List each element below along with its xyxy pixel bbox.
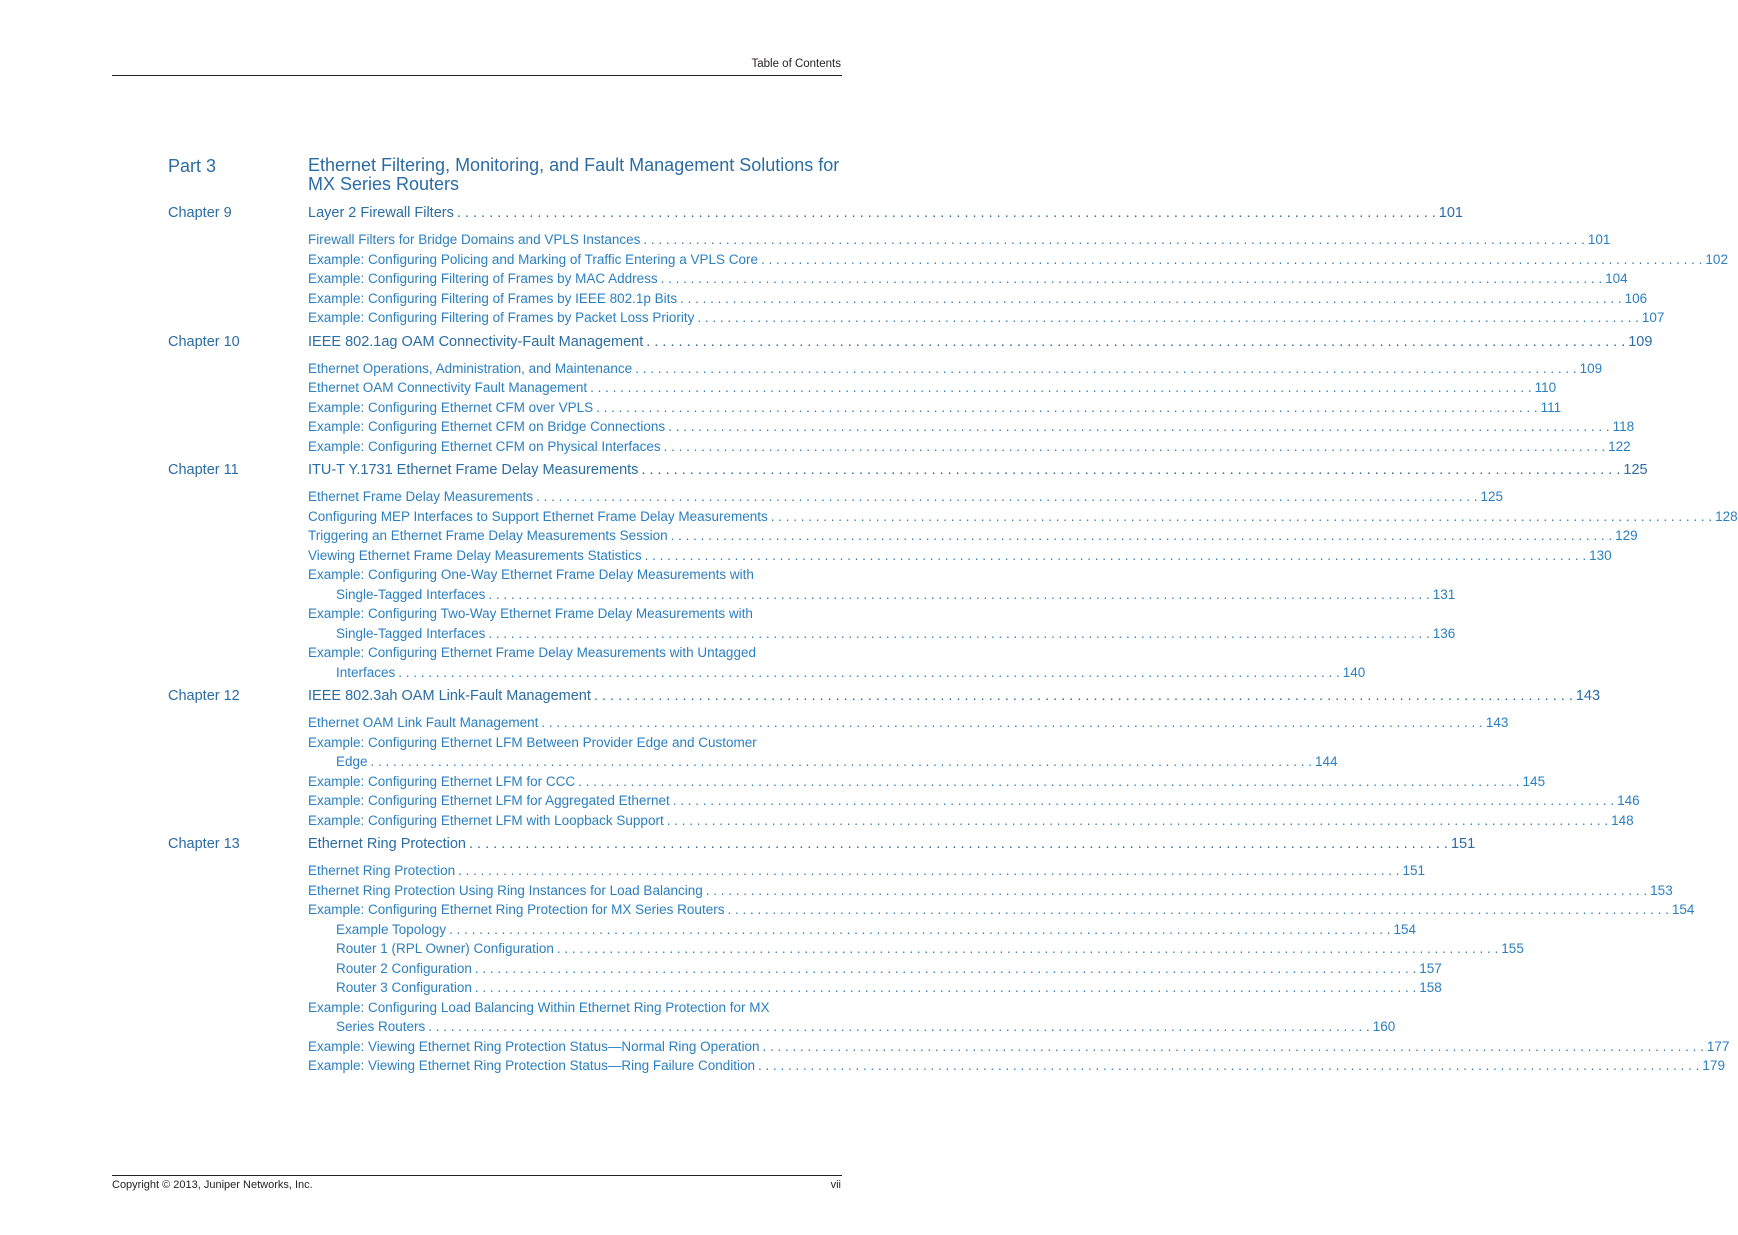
chapter-page: 143	[1575, 688, 1601, 704]
dot-leader	[677, 289, 1624, 309]
dot-leader	[593, 398, 1540, 418]
chapter-title-link[interactable]	[308, 462, 1648, 478]
chapter-title: Ethernet Ring Protection	[308, 836, 466, 852]
chapter-heading[interactable]	[168, 687, 1601, 713]
toc-entry[interactable]	[308, 487, 1504, 507]
toc-entry-page: 104	[1605, 271, 1628, 286]
dot-leader	[575, 772, 1522, 792]
toc-entry-line	[308, 359, 1603, 379]
toc-entry-text: Example: Configuring Filtering of Frames by IEEE 802.1p Bits	[308, 290, 678, 306]
toc-entry[interactable]	[308, 507, 1738, 527]
toc-entry-page: 110	[1534, 380, 1557, 395]
chapter-title-link[interactable]	[308, 205, 1463, 221]
dot-leader	[665, 417, 1612, 437]
chapter-entries	[308, 487, 1738, 682]
toc-entry-line	[308, 526, 1638, 546]
toc-entry-page: 118	[1612, 419, 1635, 434]
toc-entry-text: Example: Configuring Ethernet LFM for CCC	[308, 773, 576, 789]
dot-leader	[533, 487, 1480, 507]
toc-entry-page: 111	[1540, 399, 1562, 415]
toc-entry[interactable]	[308, 289, 1648, 309]
toc-entry-text: Example Topology	[336, 921, 447, 937]
toc-entry-text: Example: Configuring Ethernet Frame Delay Measurements with Untagged	[308, 645, 756, 660]
footer-page-number: vii	[830, 1179, 841, 1191]
header-rule	[112, 75, 842, 76]
toc-entry-line	[308, 959, 1442, 979]
toc-entry-line	[308, 507, 1738, 527]
chapter-entries	[308, 713, 1640, 830]
toc-entry-text: Viewing Ethernet Frame Delay Measurements Statistics	[308, 547, 642, 563]
toc-entry-text: Configuring MEP Interfaces to Support Ethernet Frame Delay Measurements	[308, 508, 768, 524]
toc-entry-line	[308, 811, 1634, 831]
toc-entry[interactable]	[308, 713, 1509, 733]
chapter-label: Chapter 13	[168, 836, 240, 852]
toc-entry-text: Example: Configuring One-Way Ethernet Frame Delay Measurements with	[308, 567, 754, 582]
toc-entry[interactable]	[308, 565, 1456, 604]
toc-entry-line	[308, 772, 1546, 792]
footer-copyright: Copyright © 2013, Juniper Networks, Inc.	[112, 1179, 313, 1191]
toc-entry-page: 177	[1706, 1038, 1730, 1054]
toc-entry-text: Ethernet Operations, Administration, and Maintenance	[308, 360, 633, 376]
dot-leader	[694, 308, 1641, 328]
toc-entry-text: Example: Configuring Policing and Marking of Traffic Entering a VPLS Core	[308, 251, 758, 267]
toc-entry-line	[308, 289, 1648, 309]
toc-entry[interactable]	[308, 791, 1640, 811]
toc-entry-page: 158	[1419, 980, 1442, 995]
toc-entry-text: Example: Configuring Ethernet CFM on Bridge Connections	[308, 419, 666, 434]
toc-entry-page: 153	[1650, 882, 1673, 898]
dot-leader	[554, 939, 1501, 959]
toc-entry-text: Series Routers	[336, 1019, 426, 1034]
toc-entry[interactable]	[308, 861, 1426, 881]
chapter-entries	[308, 230, 1728, 328]
toc-entry-text: Edge	[336, 754, 368, 769]
toc-entry-line	[308, 920, 1417, 940]
toc-entry[interactable]	[308, 733, 1338, 772]
toc-entry-line	[308, 230, 1611, 250]
dot-leader	[640, 230, 1587, 250]
toc-entry[interactable]	[308, 250, 1728, 270]
toc-entry-line	[308, 378, 1557, 398]
toc-entry[interactable]	[308, 811, 1634, 831]
chapter-heading[interactable]	[168, 333, 1653, 359]
chapter-page: 109	[1628, 333, 1653, 350]
toc-entry[interactable]	[308, 1037, 1730, 1057]
toc-entry-line	[308, 733, 842, 753]
dot-leader	[755, 1056, 1702, 1076]
chapter-entries	[308, 359, 1635, 457]
toc-entry-text: Interfaces	[336, 664, 396, 680]
toc-entry-page: 106	[1624, 290, 1648, 306]
toc-entry-text: Router 2 Configuration	[336, 960, 472, 976]
dot-leader	[591, 688, 1576, 704]
chapter-title-link[interactable]	[308, 836, 1476, 852]
toc-entry-line	[308, 250, 1728, 270]
toc-entry-page: 154	[1393, 921, 1417, 937]
toc-entry-line	[308, 585, 1456, 605]
toc-entry-line	[308, 939, 1524, 959]
toc-entry[interactable]	[308, 604, 1456, 643]
toc-entry-page: 130	[1589, 547, 1612, 563]
dot-leader	[670, 791, 1617, 811]
toc-entry-text: Example: Configuring Load Balancing Within Ethernet Ring Protection for MX	[308, 999, 770, 1015]
toc-entry-page: 145	[1522, 773, 1546, 789]
toc-entry[interactable]	[308, 900, 1695, 920]
chapter-label: Chapter 12	[168, 688, 240, 704]
toc-entry-line	[308, 881, 1673, 901]
dot-leader	[485, 624, 1432, 644]
toc-entry-text: Ethernet Frame Delay Measurements	[308, 489, 534, 504]
part-label: Part 3	[168, 156, 217, 176]
toc-entry[interactable]	[308, 417, 1635, 437]
toc-entry-page: 131	[1432, 586, 1456, 602]
toc-entry-text: Example: Configuring Ethernet LFM Between Provider Edge and Customer	[308, 734, 757, 750]
toc-entry-line	[308, 998, 842, 1018]
toc-entry[interactable]	[308, 643, 1366, 682]
chapter-heading[interactable]	[168, 461, 1648, 487]
dot-leader	[661, 437, 1608, 457]
toc-entry-line	[308, 791, 1640, 811]
dot-leader	[703, 881, 1650, 901]
dot-leader	[454, 205, 1439, 221]
toc-entry-page: 151	[1402, 863, 1426, 878]
chapter-heading[interactable]	[168, 204, 1463, 230]
toc-entry-text: Ethernet Ring Protection Using Ring Instances for Load Balancing	[308, 882, 703, 898]
chapter-title: IEEE 802.3ah OAM Link-Fault Management	[308, 688, 591, 704]
dot-leader	[587, 378, 1534, 398]
chapter-label: Chapter 11	[168, 462, 239, 478]
toc-entry-page: 122	[1608, 438, 1631, 454]
chapter-entries	[308, 861, 1730, 1076]
toc-entry-line	[308, 417, 1635, 437]
toc-entry-page: 143	[1485, 715, 1509, 730]
toc-entry-line	[308, 565, 842, 585]
toc-entry-page: 146	[1617, 793, 1640, 808]
toc-entry[interactable]	[308, 546, 1612, 566]
toc-entry[interactable]	[308, 881, 1673, 901]
toc-entry[interactable]	[308, 1056, 1725, 1076]
toc-entry[interactable]	[308, 398, 1562, 418]
toc-entry-line	[308, 1056, 1725, 1076]
toc-entry-line	[308, 900, 1695, 920]
toc-entry-line	[308, 978, 1442, 998]
dot-leader	[395, 663, 1342, 683]
toc-entry-text: Single-Tagged Interfaces	[336, 625, 486, 641]
toc-entry[interactable]	[308, 772, 1546, 792]
chapter-label: Chapter 9	[168, 205, 232, 221]
toc-entry-page: 144	[1314, 754, 1338, 769]
dot-leader	[472, 959, 1419, 979]
toc-entry[interactable]	[308, 959, 1442, 979]
dot-leader	[724, 900, 1671, 920]
footer-rule	[112, 1175, 842, 1176]
toc-entry-line	[308, 269, 1628, 289]
toc-entry-text: Example: Viewing Ethernet Ring Protection Status—Ring Failure Condition	[308, 1058, 755, 1073]
chapter-label: Chapter 10	[168, 333, 240, 350]
toc-entry-text: Router 3 Configuration	[336, 980, 472, 995]
chapter-title: Layer 2 Firewall Filters	[308, 205, 454, 221]
toc-entry-text: Router 1 (RPL Owner) Configuration	[336, 941, 554, 956]
toc-entry-text: Triggering an Ethernet Frame Delay Measurements Session	[308, 528, 668, 543]
chapter-page: 151	[1450, 836, 1476, 852]
dot-leader	[664, 811, 1611, 831]
part-title: Ethernet Filtering, Monitoring, and Fault Management Solutions for MX Series Routers	[308, 155, 840, 194]
dot-leader	[638, 462, 1623, 478]
toc-entry-text: Ethernet OAM Link Fault Management	[308, 715, 539, 730]
dot-leader	[642, 546, 1589, 566]
toc-entry-line	[308, 861, 1426, 881]
toc-entry-line	[308, 1037, 1730, 1057]
chapter-title-link[interactable]	[308, 688, 1601, 704]
toc-entry-text: Ethernet OAM Connectivity Fault Management	[308, 380, 588, 395]
dot-leader	[485, 585, 1432, 605]
toc-entry[interactable]	[308, 308, 1665, 328]
dot-leader	[446, 920, 1393, 940]
toc-entry-page: 140	[1342, 664, 1366, 680]
toc-entry[interactable]	[308, 378, 1557, 398]
toc-entry-text: Example: Configuring Ethernet CFM on Physical Interfaces	[308, 438, 661, 454]
dot-leader	[658, 269, 1605, 289]
toc-entry-page: 129	[1615, 528, 1638, 543]
toc-entry[interactable]	[308, 437, 1631, 457]
toc-entry-line	[308, 1017, 1396, 1037]
toc-entry[interactable]	[308, 230, 1611, 250]
dot-leader	[758, 250, 1705, 270]
toc-entry-page: 148	[1611, 812, 1634, 828]
toc-entry-text: Example: Configuring Ethernet LFM with Loopback Support	[308, 812, 664, 828]
toc-entry-page: 157	[1419, 960, 1442, 976]
toc-entry-line	[308, 437, 1631, 457]
toc-entry-text: Ethernet Ring Protection	[308, 863, 456, 878]
dot-leader	[668, 526, 1615, 546]
toc-entry-line	[308, 752, 1338, 772]
toc-entry-text: Single-Tagged Interfaces	[336, 586, 486, 602]
chapter-page: 101	[1438, 205, 1463, 221]
dot-leader	[455, 861, 1402, 881]
chapter-heading[interactable]	[168, 835, 1476, 861]
toc-entry-line	[308, 546, 1612, 566]
dot-leader	[472, 978, 1419, 998]
toc-entry[interactable]	[308, 526, 1638, 546]
toc-entry[interactable]	[308, 939, 1524, 959]
toc-entry-text: Example: Configuring Filtering of Frames by Packet Loss Priority	[308, 310, 695, 325]
toc-entry-page: 125	[1480, 489, 1504, 504]
toc-entry[interactable]	[308, 269, 1628, 289]
toc-entry-page: 155	[1501, 941, 1524, 956]
dot-leader	[643, 334, 1628, 350]
toc-entry-line	[308, 604, 842, 624]
chapter-title: IEEE 802.1ag OAM Connectivity-Fault Management	[308, 333, 644, 350]
toc-entry[interactable]	[308, 978, 1442, 998]
toc-entry-text: Example: Configuring Ethernet Ring Protection for MX Series Routers	[308, 902, 725, 917]
dot-leader	[538, 713, 1485, 733]
toc-entry-page: 102	[1705, 251, 1728, 267]
running-header: Table of Contents	[751, 58, 841, 70]
dot-leader	[368, 752, 1315, 772]
toc-entry[interactable]	[308, 920, 1417, 940]
toc-entry-line	[308, 663, 1366, 683]
dot-leader	[466, 836, 1451, 852]
chapter-title: ITU-T Y.1731 Ethernet Frame Delay Measurements	[308, 462, 639, 478]
toc-entry-page: 128	[1715, 508, 1738, 524]
toc-entry-page: 107	[1641, 310, 1665, 325]
toc-list	[168, 204, 1738, 1081]
toc-entry-page: 154	[1671, 902, 1695, 917]
dot-leader	[632, 359, 1579, 379]
chapter-page: 125	[1623, 462, 1648, 478]
toc-entry-page: 109	[1579, 360, 1603, 376]
toc-entry-page: 160	[1372, 1019, 1396, 1034]
dot-leader	[425, 1017, 1372, 1037]
toc-entry-page: 179	[1702, 1058, 1725, 1073]
toc-entry-page: 101	[1587, 232, 1611, 247]
toc-entry-text: Example: Configuring Ethernet LFM for Aggregated Ethernet	[308, 793, 670, 808]
chapter-title-link[interactable]	[308, 333, 1653, 350]
toc-entry-line	[308, 487, 1504, 507]
dot-leader	[759, 1037, 1706, 1057]
toc-entry-text: Example: Configuring Filtering of Frames by MAC Address	[308, 271, 658, 286]
toc-entry-page: 136	[1432, 625, 1456, 641]
toc-entry-line	[308, 643, 842, 663]
toc-entry-line	[308, 398, 1562, 418]
toc-entry-line	[308, 624, 1456, 644]
dot-leader	[768, 507, 1715, 527]
toc-entry-text: Example: Configuring Two-Way Ethernet Frame Delay Measurements with	[308, 606, 753, 621]
toc-entry[interactable]	[308, 359, 1603, 379]
toc-entry-line	[308, 308, 1665, 328]
toc-entry-line	[308, 713, 1509, 733]
toc-entry-text: Example: Configuring Ethernet CFM over VPLS	[308, 399, 594, 415]
toc-entry-text: Firewall Filters for Bridge Domains and VPLS Instances	[308, 232, 641, 247]
toc-entry[interactable]	[308, 998, 1396, 1037]
toc-entry-text: Example: Viewing Ethernet Ring Protection Status—Normal Ring Operation	[308, 1038, 760, 1054]
